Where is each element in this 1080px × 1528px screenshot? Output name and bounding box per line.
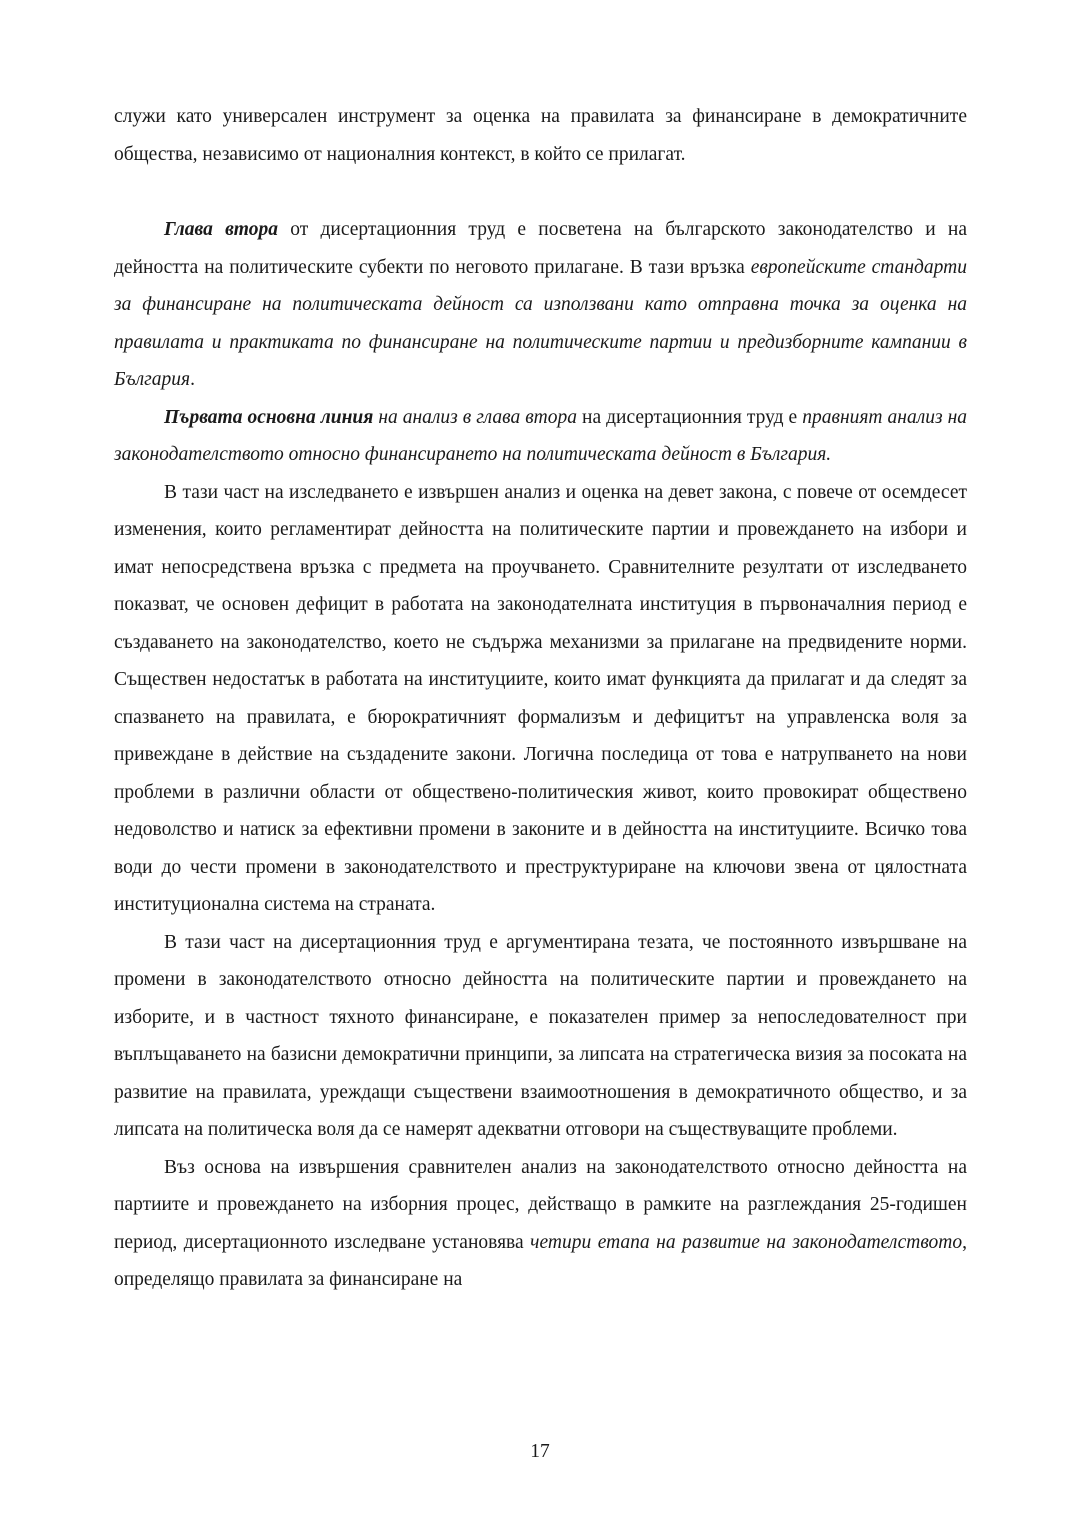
italic-text: правният анализ на законодателството относно финансирането на политическата дейност в България.: [114, 406, 967, 465]
paragraph-text: служи като универсален инструмент за оценка на правилата за финансиране в демократичните общества, независимо от националния контекст, в който се прилагат.: [114, 106, 967, 165]
page-number: 17: [530, 1441, 550, 1462]
paragraph-text: .: [190, 369, 195, 390]
paragraph-text: , определящо правилата за финансиране на: [114, 1231, 967, 1290]
paragraph-first-line: [114, 399, 967, 474]
paragraph-continuation: [114, 98, 967, 173]
paragraph-thesis: [114, 924, 967, 1149]
paragraph-four-stages: [114, 1149, 967, 1299]
italic-text: на анализ в глава втора: [373, 406, 578, 428]
italic-text: четири етапа на развитие на законодателството: [530, 1231, 963, 1253]
paragraph-text: Въз основа на извършения сравнителен анализ на законодателството относно дейността на партиите и провеждането на изборния процес, действащо в рамките на разглеждания 25-годишен период, дисертационното изследване установява: [114, 1156, 967, 1253]
paragraph-text: от дисертационния труд е посветена на българското законодателство и на дейността на политическите субекти по неговото прилагане. В тази връзка: [114, 219, 967, 278]
emphasis-first-line-title: Първата основна линия: [164, 406, 374, 428]
document-page: [114, 98, 967, 1299]
italic-text: европейските стандарти за финансиране на политическата дейност са използвани като отправна точка за оценка на правилата и практиката по финансиране на политическите партии и предизборните кампании в България: [114, 256, 967, 390]
paragraph-analysis: [114, 474, 967, 924]
paragraph-text: на дисертационния труд е: [577, 406, 803, 428]
paragraph-text: В тази част на дисертационния труд е аргументирана тезата, че постоянното извършване на промени в законодателството относно дейността на политическите партии и провеждането на изборите, и в частност тяхното финансиране, е показателен пример за непоследователност при въплъщаването на базисни демократични принципи, за липсата на стратегическа визия за посоката на развитие на правилата, уреждащи съществени взаимоотношения в демократичното общество, и за липсата на политическа воля да се намерят адекватни отговори на съществуващите проблеми.: [114, 931, 967, 1140]
paragraph-chapter-two-intro: [114, 211, 967, 399]
emphasis-chapter-title: Глава втора: [164, 219, 278, 240]
paragraph-text: В тази част на изследването е извършен анализ и оценка на девет закона, с повече от осемдесет изменения, които регламентират дейността на политическите партии и провеждането на избори и имат непосредствена връзка с предмета на проучването. Сравнителните резултати от изследването показват, че основен дефицит в работата на законодателната институция в първоначалния период е създаването на законодателство, което не съдържа механизми за прилагане на предвидените норми. Съществен недостатък в работата на институциите, които имат функцията да прилагат и да следят за спазването на правилата, е бюрократичният формализъм и дефицитът на управленска воля за привеждане в действие на създадените закони. Логична последица от това е натрупването на нови проблеми в различни области от обществено-политическия живот, които провокират обществено недоволство и натиск за ефективни промени в законите и в дейността на институциите. Всичко това води до чести промени в законодателството и преструктуриране на ключови звена от цялостната институционална система на страната.: [114, 481, 967, 915]
